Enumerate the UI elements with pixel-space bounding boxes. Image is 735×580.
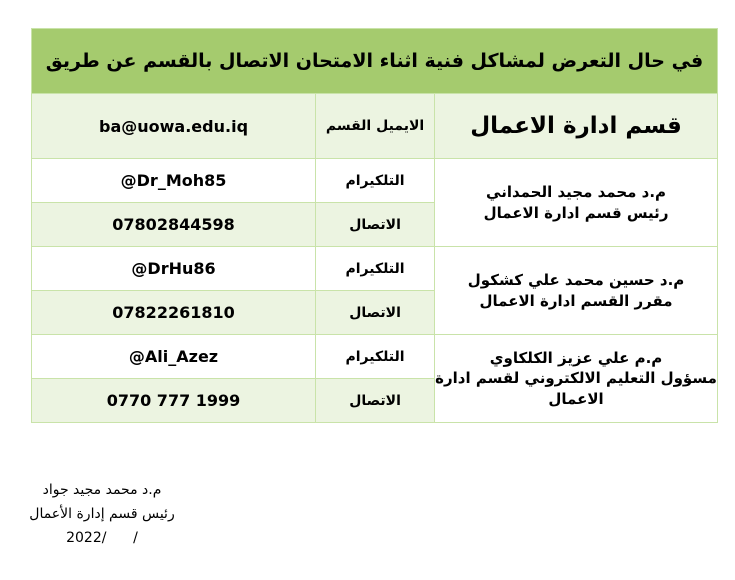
- telegram-handle: @Dr_Moh85: [32, 159, 316, 203]
- contact-role: رئيس قسم ادارة الاعمال: [483, 203, 669, 222]
- signature-block: [0, 478, 204, 550]
- contact-name: م.د حسين محمد علي كشكول: [467, 271, 685, 290]
- table-title-row: [32, 29, 718, 94]
- contact-role: مقرر القسم ادارة الاعمال: [479, 291, 673, 310]
- table-row: [32, 247, 718, 291]
- contact-person-1: [435, 159, 718, 247]
- contact-name: م.د محمد مجيد الحمداني: [486, 183, 667, 202]
- signature-title: رئيس قسم إدارة الأعمال: [29, 506, 175, 522]
- department-row: [32, 94, 718, 159]
- phone-label: الاتصال: [316, 291, 435, 335]
- phone-label: الاتصال: [316, 203, 435, 247]
- telegram-label: التلكيرام: [316, 335, 435, 379]
- department-email: ba@uowa.edu.iq: [32, 94, 316, 159]
- signature-date: 2022/ /: [66, 530, 138, 546]
- phone-label: الاتصال: [316, 379, 435, 423]
- telegram-label: التلكيرام: [316, 159, 435, 203]
- contact-role: مسؤول التعليم الالكتروني لقسم ادارة الاعمال: [435, 369, 717, 408]
- phone-number: 0770 777 1999: [32, 379, 316, 423]
- contact-person-2: [435, 247, 718, 335]
- table-title: في حال التعرض لمشاكل فنية اثناء الامتحان الاتصال بالقسم عن طريق: [32, 29, 718, 94]
- phone-number: 07802844598: [32, 203, 316, 247]
- telegram-handle: @Ali_Azez: [32, 335, 316, 379]
- department-name: قسم ادارة الاعمال: [435, 94, 718, 159]
- contact-person-3: [435, 335, 718, 423]
- telegram-label: التلكيرام: [316, 247, 435, 291]
- telegram-handle: @DrHu86: [32, 247, 316, 291]
- email-label: الايميل القسم: [316, 94, 435, 159]
- table-row: [32, 159, 718, 203]
- signature-name: م.د محمد مجيد جواد: [42, 482, 162, 498]
- phone-number: 07822261810: [32, 291, 316, 335]
- table-row: [32, 335, 718, 379]
- contact-name: م.م علي عزيز الكلكاوي: [489, 349, 663, 368]
- contact-table: [31, 28, 718, 423]
